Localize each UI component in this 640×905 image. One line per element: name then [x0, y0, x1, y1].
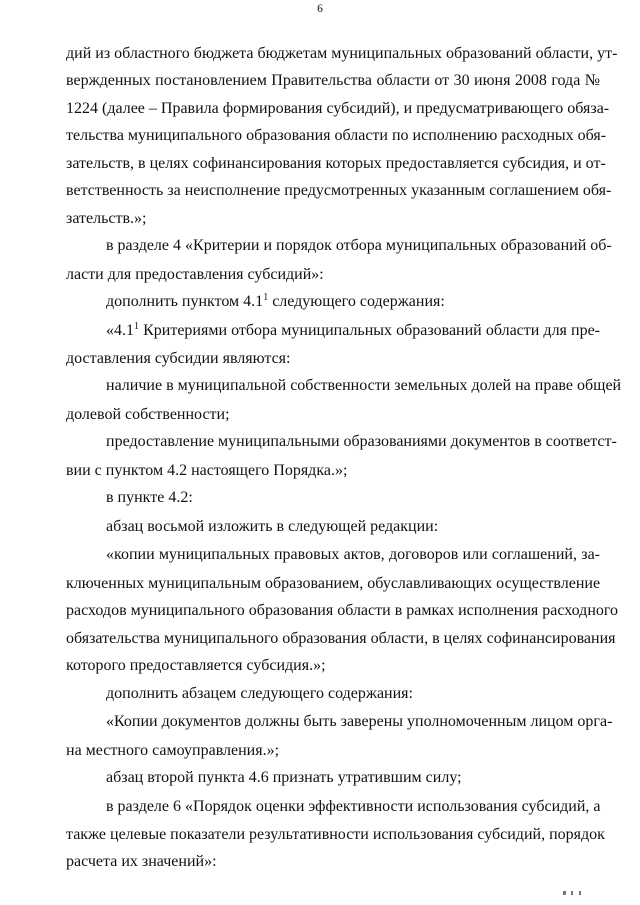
text-line-content: вержденных постановлением Правительства области от 30 июня 2008 года № [66, 72, 600, 90]
text-line-content: тельства муниципального образования области по исполнению расходных обя- [66, 127, 607, 145]
text-line [66, 401, 600, 428]
text-line-continuation: следующего содержания: [268, 293, 445, 310]
text-line-content: которого предоставляется субсидия.»; [66, 657, 326, 675]
text-line-content: ключенных муниципальным образованием, обуславливающих осуществление [66, 574, 601, 592]
text-line-content: наличие в муниципальной собственности земельных долей на праве общей [106, 377, 622, 395]
text-line [66, 737, 600, 764]
text-line-content: абзац второй пункта 4.6 признать утратившим силу; [106, 769, 462, 786]
text-line-content: долевой собственности; [66, 405, 230, 423]
text-line-content: зательств, в целях софинансирования которых предоставляется субсидия, и от- [66, 154, 606, 172]
text-line [66, 288, 600, 317]
text-line-content: в разделе 6 «Порядок оценки эффективности использования субсидий, а [106, 797, 601, 815]
text-line [66, 597, 619, 624]
text-line [66, 848, 600, 875]
text-line-content: расчета их значений»: [66, 853, 217, 871]
text-line [66, 95, 610, 122]
text-line-content: предоставление муниципальными образованиями документов в соответст- [106, 433, 617, 451]
text-line-content: также целевые показатели результативности использования субсидий, порядок [66, 826, 605, 843]
text-line [66, 570, 600, 597]
text-line-content: на местного самоуправления.»; [66, 741, 280, 759]
text-line-content: «Копии документов должны быть заверены уполномоченным лицом орга- [106, 713, 613, 731]
text-line [66, 345, 600, 372]
text-line-content: вии с пунктом 4.2 настоящего Порядка.»; [66, 461, 348, 479]
text-line-content: обязательства муниципального образования области, в целях софинансирования [66, 629, 616, 647]
text-line-content: дополнить абзацем следующего содержания: [106, 684, 413, 702]
text-line-content: «копии муниципальных правовых актов, договоров или соглашений, за- [106, 546, 600, 564]
text-line [66, 484, 600, 513]
text-line-content: доставления субсидии являются: [66, 350, 291, 367]
text-line [66, 232, 612, 261]
text-line [66, 652, 600, 679]
text-line-content: ветственность за неисполнение предусмотренных указанным соглашением обя- [66, 182, 612, 200]
text-line-content: «4.1 [106, 321, 134, 339]
text-line [66, 205, 600, 232]
superscript: 1 [134, 320, 139, 332]
text-line [66, 821, 605, 848]
text-line-content: расходов муниципального образования области в рамках исполнения расходного [66, 602, 619, 620]
text-line [66, 122, 607, 149]
text-line [66, 177, 612, 204]
text-line [66, 625, 616, 652]
text-line [66, 708, 613, 737]
text-line-continuation: Критериями отбора муниципальных образований области для пре- [139, 321, 600, 339]
superscript: 1 [263, 292, 269, 303]
text-line [66, 261, 600, 288]
text-line [66, 67, 600, 94]
text-line-content: зательств.»; [66, 209, 147, 227]
text-line-content: 1224 (далее – Правила формирования субсидий), и предусматривающего обяза- [66, 99, 610, 117]
text-line [66, 680, 600, 709]
scan-artifact-mark [563, 891, 566, 895]
text-line-content: ласти для предоставления субсидий»: [66, 265, 324, 283]
scan-artifact-mark [571, 891, 573, 895]
text-line-content: в разделе 4 «Критерии и порядок отбора муниципальных образований об- [106, 237, 612, 255]
text-line [66, 793, 600, 822]
text-line [66, 457, 600, 484]
scan-artifact-mark [579, 891, 581, 895]
text-line-content: в пункте 4.2: [106, 489, 193, 507]
text-line [66, 40, 618, 67]
text-line [66, 372, 622, 401]
document-body [66, 40, 622, 876]
text-line-content: дий из областного бюджета бюджетам муниципальных образований области, ут- [66, 45, 618, 62]
text-line [66, 764, 600, 793]
text-line [66, 428, 617, 457]
text-line [66, 541, 600, 570]
text-line [66, 513, 600, 542]
text-line [66, 317, 600, 346]
text-line-content: дополнить пунктом 4.1 [106, 293, 264, 310]
page-number: 6 [317, 3, 323, 15]
text-line-content: абзац восьмой изложить в следующей редакции: [106, 517, 439, 535]
text-line [66, 150, 606, 177]
